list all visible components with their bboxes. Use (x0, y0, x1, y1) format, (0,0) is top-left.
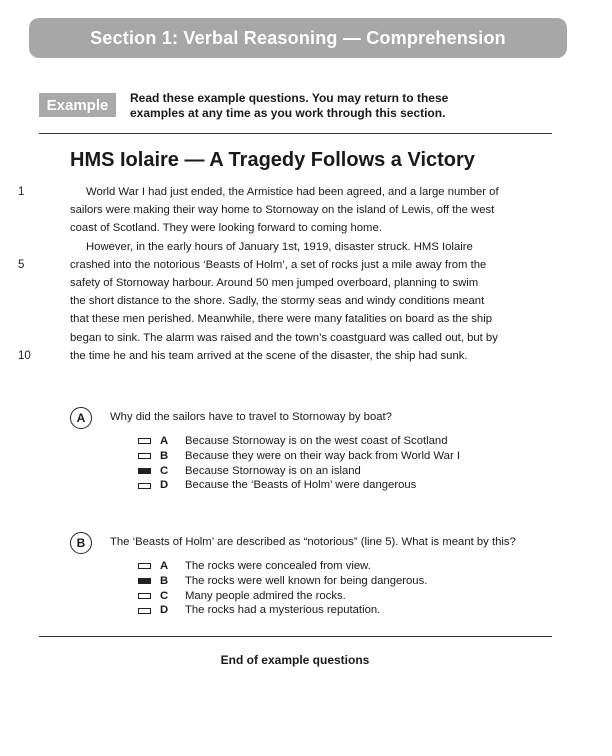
passage-line-text: World War I had just ended, the Armistice had been agreed, and a large number of (86, 186, 499, 198)
line-number: 10 (18, 349, 31, 362)
instructions-line: Read these example questions. You may return to these (130, 91, 449, 105)
option-letter: D (160, 604, 169, 617)
question-text: Why did the sailors have to travel to Stornoway by boat? (110, 411, 392, 423)
passage-line (70, 310, 540, 328)
option-text: Because they were on their way back from World War I (185, 449, 460, 462)
answer-box[interactable] (138, 608, 151, 614)
answer-box[interactable] (138, 453, 151, 459)
passage-title: HMS Iolaire — A Tragedy Follows a Victory (70, 149, 475, 171)
example-instructions (130, 91, 510, 121)
instructions-line: examples at any time as you work through this section. (130, 106, 446, 120)
option-text: The rocks had a mysterious reputation. (185, 604, 381, 617)
answer-options (138, 559, 427, 618)
option-text: The rocks were well known for being dangerous. (185, 574, 428, 587)
divider-top (39, 133, 552, 134)
passage-line-text: the short distance to the shore. Sadly, the stormy seas and windy conditions meant (70, 295, 485, 308)
passage-line-text: the time he and his team arrived at the scene of the disaster, the ship had sunk. (70, 349, 468, 362)
option-text: Because Stornoway is on an island (185, 464, 361, 477)
option-letter: C (160, 464, 169, 477)
answer-options (138, 434, 460, 493)
passage-line-text: that these men perished. Meanwhile, there were many fatalities on board as the ship (70, 313, 492, 326)
passage-line-text: began to sink. The alarm was raised and the town’s coastguard was called out, but by (70, 331, 498, 344)
passage-line (18, 347, 540, 365)
line-number: 1 (18, 186, 25, 198)
answer-box-filled[interactable] (138, 468, 151, 474)
passage-line-text: safety of Stornoway harbour. Around 50 men jumped overboard, planning to swim (70, 276, 479, 289)
option-letter: C (160, 589, 169, 602)
answer-box[interactable] (138, 483, 151, 489)
answer-box[interactable] (138, 438, 151, 444)
option-text: Because the ‘Beasts of Holm’ were dangerous (185, 479, 417, 492)
passage-line (18, 256, 540, 274)
option-letter: A (160, 560, 169, 572)
option-text: Because Stornoway is on the west coast of Scotland (185, 435, 448, 447)
answer-option[interactable] (138, 559, 427, 574)
option-letter: A (160, 435, 169, 447)
option-letter: B (160, 449, 169, 462)
answer-option[interactable] (138, 574, 427, 589)
option-text: Many people admired the rocks. (185, 589, 346, 602)
passage-line (70, 219, 540, 237)
question-label-circle: A (70, 407, 92, 429)
option-text: The rocks were concealed from view. (185, 560, 371, 572)
option-letter: B (160, 574, 169, 587)
option-letter: D (160, 479, 169, 492)
passage-body (18, 183, 540, 365)
answer-box-filled[interactable] (138, 578, 151, 584)
question-label-circle: B (70, 532, 92, 554)
passage-line-text: crashed into the notorious ‘Beasts of Holm’, a set of rocks just a mile away from the (70, 258, 487, 271)
example-badge: Example (39, 93, 116, 117)
answer-box[interactable] (138, 563, 151, 569)
passage-line-text: However, in the early hours of January 1st, 1919, disaster struck. HMS Iolaire (86, 240, 473, 253)
passage-line-text: coast of Scotland. They were looking forward to coming home. (70, 222, 382, 235)
passage-line (18, 183, 540, 201)
passage-line (70, 201, 540, 219)
passage-line-text: sailors were making their way home to Stornoway on the island of Lewis, off the west (70, 204, 495, 217)
passage-line (70, 329, 540, 347)
answer-box[interactable] (138, 593, 151, 599)
answer-option[interactable] (138, 603, 427, 618)
passage-line (70, 274, 540, 292)
answer-option[interactable] (138, 464, 460, 479)
divider-bottom (39, 636, 552, 637)
answer-option[interactable] (138, 589, 427, 604)
section-title: Section 1: Verbal Reasoning — Comprehension (90, 27, 506, 48)
section-title-banner (29, 18, 567, 58)
passage-line (70, 238, 540, 256)
line-number: 5 (18, 258, 25, 271)
question-text: The ‘Beasts of Holm’ are described as “notorious” (line 5). What is meant by this? (110, 536, 516, 548)
answer-option[interactable] (138, 434, 460, 449)
passage-line (70, 292, 540, 310)
answer-option[interactable] (138, 478, 460, 493)
answer-option[interactable] (138, 449, 460, 464)
end-of-examples: End of example questions (220, 653, 370, 667)
